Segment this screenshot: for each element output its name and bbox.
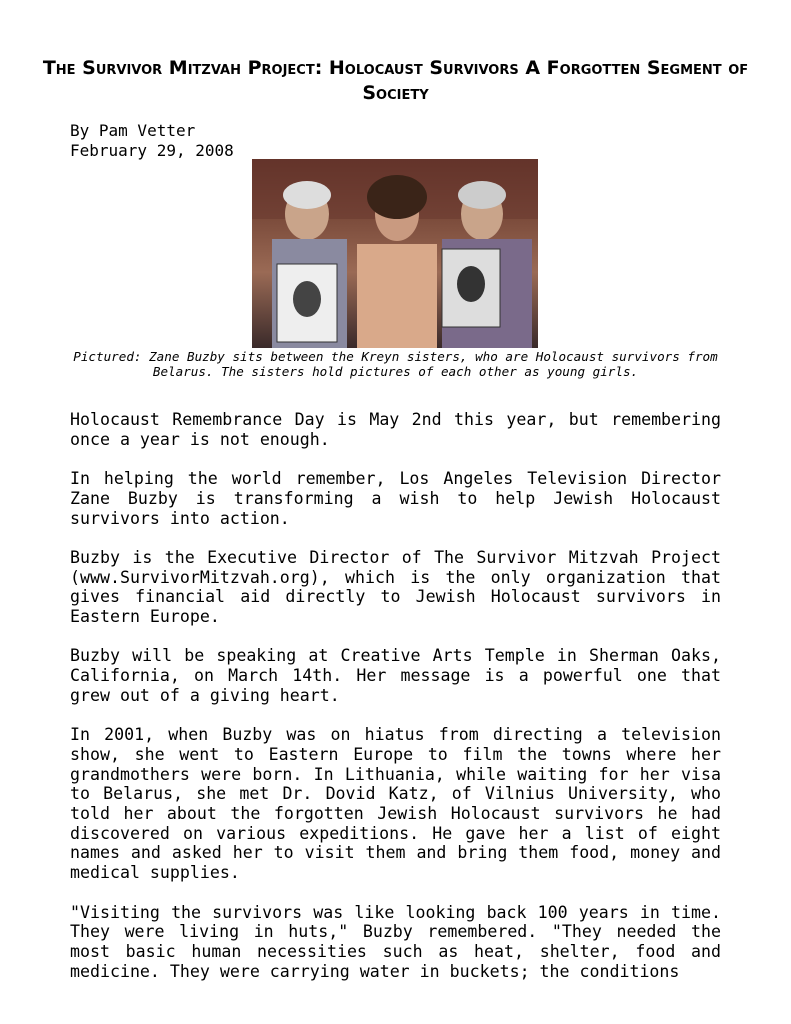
byline — [70, 121, 234, 161]
article-photo — [252, 159, 538, 348]
paragraph: In helping the world remember, Los Angeles Television Director Zane Buzby is transforming a wish to help Jewish Holocaust survivors into action. — [70, 469, 721, 528]
article-title: The Survivor Mitzvah Project: Holocaust Survivors A Forgotten Segment of Society — [42, 57, 749, 104]
article-body — [70, 410, 721, 1001]
date: February 29, 2008 — [70, 141, 234, 160]
paragraph: Buzby will be speaking at Creative Arts Temple in Sherman Oaks, California, on March 14th. Her message is a powerful one that grew out of a giving heart. — [70, 646, 721, 705]
paragraph: Holocaust Remembrance Day is May 2nd this year, but remembering once a year is not enough. — [70, 410, 721, 449]
paragraph: Buzby is the Executive Director of The Survivor Mitzvah Project (www.SurvivorMitzvah.org), which is the only organization that gives financial aid directly to Jewish Holocaust survivors in Eastern Europe. — [70, 547, 721, 626]
photo-caption: Pictured: Zane Buzby sits between the Kreyn sisters, who are Holocaust survivors from Belarus. The sisters hold pictures of each other as young girls. — [73, 349, 718, 379]
photo-illustration — [252, 159, 538, 348]
paragraph: In 2001, when Buzby was on hiatus from directing a television show, she went to Eastern Europe to film the towns where her grandmothers were born. In Lithuania, while waiting for her visa to Belarus, she met Dr. Dovid Katz, of Vilnius University, who told her about the forgotten Jewish Holocaust survivors he had discovered on various expeditions. He gave her a list of eight names and asked her to visit them and bring them food, money and medical supplies. — [70, 725, 721, 883]
paragraph: "Visiting the survivors was like looking back 100 years in time. They were living in huts," Buzby remembered. "They needed the most basic human necessities such as heat, shelter, food and medicine. They were carrying water in buckets; the conditions — [70, 902, 721, 981]
author: By Pam Vetter — [70, 121, 196, 140]
